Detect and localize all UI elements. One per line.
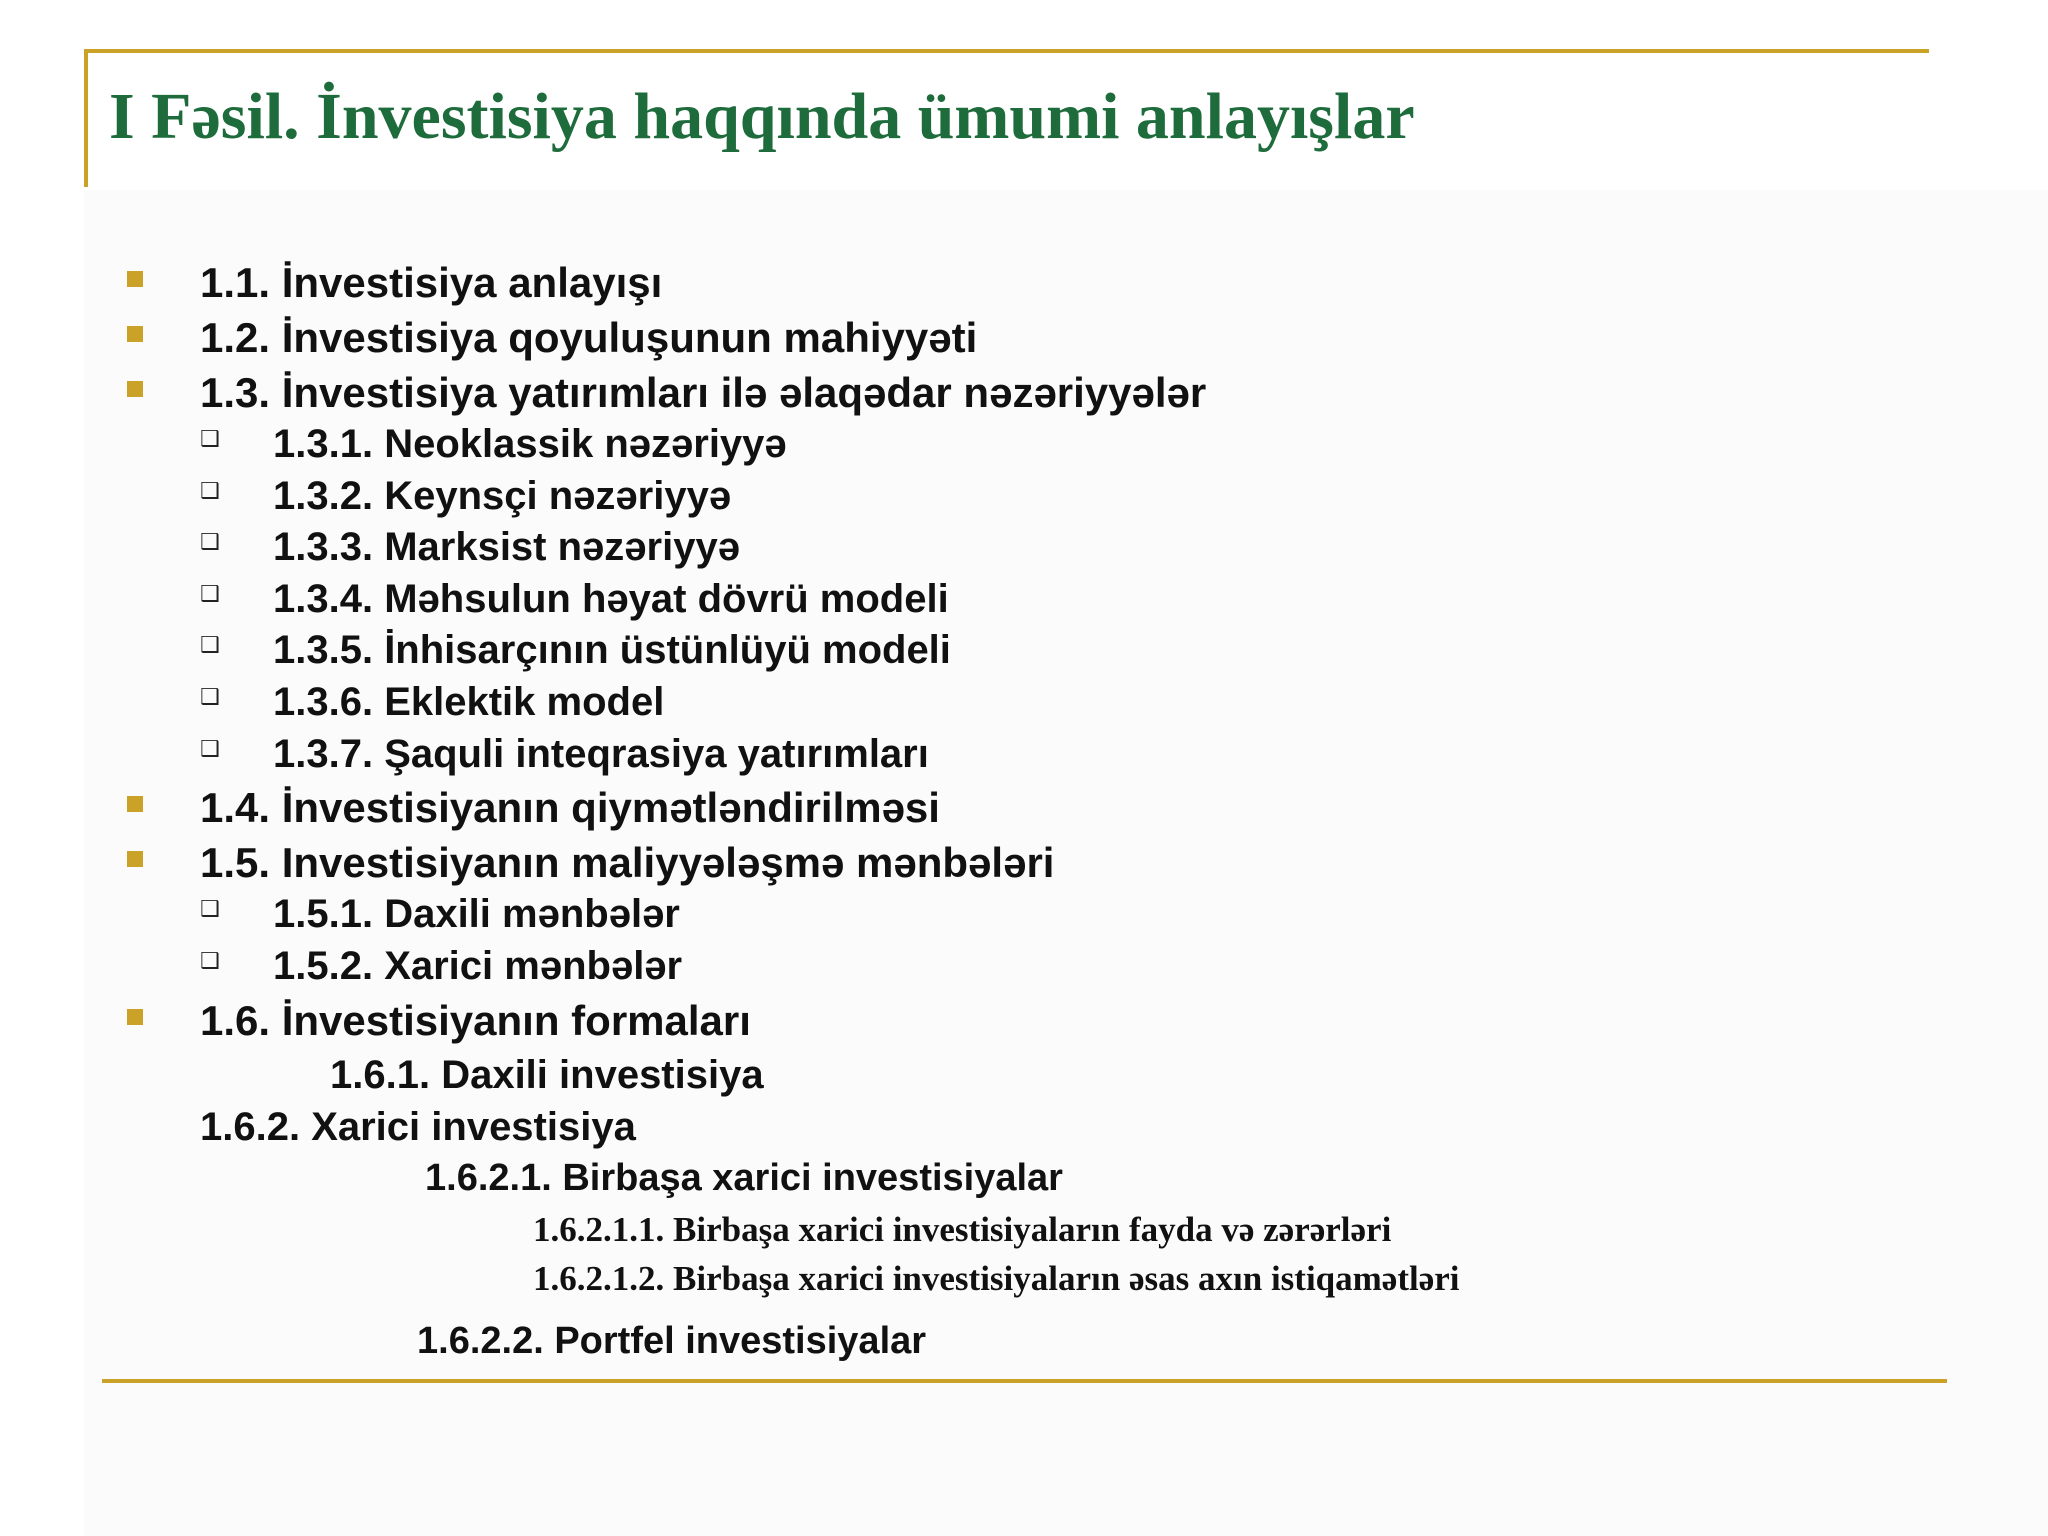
hollow-square-bullet-icon: ❑ xyxy=(200,737,220,762)
square-bullet-icon xyxy=(127,271,143,287)
toc-item-1-6-2: 1.6.2. Xarici investisiya xyxy=(200,1105,636,1149)
toc-item-1-1: 1.1. İnvestisiya anlayışı xyxy=(200,259,663,306)
toc-item-1-3-1: 1.3.1. Neoklassik nəzəriyyə xyxy=(273,422,787,466)
hollow-square-bullet-icon: ❑ xyxy=(200,633,220,658)
hollow-square-bullet-icon: ❑ xyxy=(200,479,220,504)
slide-title: I Fəsil. İnvestisiya haqqında ümumi anlayışlar xyxy=(109,80,1415,153)
square-bullet-icon xyxy=(127,796,143,812)
toc-item-1-5-2: 1.5.2. Xarici mənbələr xyxy=(273,944,683,988)
toc-item-1-6-2-1-2: 1.6.2.1.2. Birbaşa xarici investisiyaların əsas axın istiqamətləri xyxy=(533,1259,1460,1298)
toc-item-1-6-2-2: 1.6.2.2. Portfel investisiyalar xyxy=(417,1320,927,1362)
square-bullet-icon xyxy=(127,326,143,342)
hollow-square-bullet-icon: ❑ xyxy=(200,685,220,710)
toc-item-1-5-1: 1.5.1. Daxili mənbələr xyxy=(273,892,680,936)
toc-item-1-2: 1.2. İnvestisiya qoyuluşunun mahiyyəti xyxy=(200,314,978,361)
toc-item-1-3-2: 1.3.2. Keynsçi nəzəriyyə xyxy=(273,474,732,518)
hollow-square-bullet-icon: ❑ xyxy=(200,530,220,555)
toc-item-1-4: 1.4. İnvestisiyanın qiymətləndirilməsi xyxy=(200,784,940,831)
title-frame-top-rule xyxy=(84,49,1929,53)
hollow-square-bullet-icon: ❑ xyxy=(200,427,220,452)
toc-item-1-3-7: 1.3.7. Şaquli inteqrasiya yatırımları xyxy=(273,732,929,776)
title-frame-left-rule xyxy=(84,49,88,187)
toc-item-1-6: 1.6. İnvestisiyanın formaları xyxy=(200,997,751,1044)
toc-item-1-3-3: 1.3.3. Marksist nəzəriyyə xyxy=(273,525,740,569)
hollow-square-bullet-icon: ❑ xyxy=(200,582,220,607)
square-bullet-icon xyxy=(127,381,143,397)
square-bullet-icon xyxy=(127,851,143,867)
square-bullet-icon xyxy=(127,1009,143,1025)
toc-item-1-3: 1.3. İnvestisiya yatırımları ilə əlaqədar nəzəriyyələr xyxy=(200,369,1207,416)
hollow-square-bullet-icon: ❑ xyxy=(200,897,220,922)
toc-item-1-6-1: 1.6.1. Daxili investisiya xyxy=(330,1053,764,1097)
toc-item-1-3-5: 1.3.5. İnhisarçının üstünlüyü modeli xyxy=(273,628,951,672)
toc-item-1-3-4: 1.3.4. Məhsulun həyat dövrü modeli xyxy=(273,577,949,621)
toc-item-1-6-2-1-1: 1.6.2.1.1. Birbaşa xarici investisiyaların fayda və zərərləri xyxy=(533,1210,1392,1249)
hollow-square-bullet-icon: ❑ xyxy=(200,949,220,974)
toc-item-1-5: 1.5. Investisiyanın maliyyələşmə mənbələri xyxy=(200,839,1055,886)
bottom-divider-rule xyxy=(102,1379,1947,1383)
toc-item-1-3-6: 1.3.6. Eklektik model xyxy=(273,680,665,724)
toc-item-1-6-2-1: 1.6.2.1. Birbaşa xarici investisiyalar xyxy=(425,1157,1063,1199)
